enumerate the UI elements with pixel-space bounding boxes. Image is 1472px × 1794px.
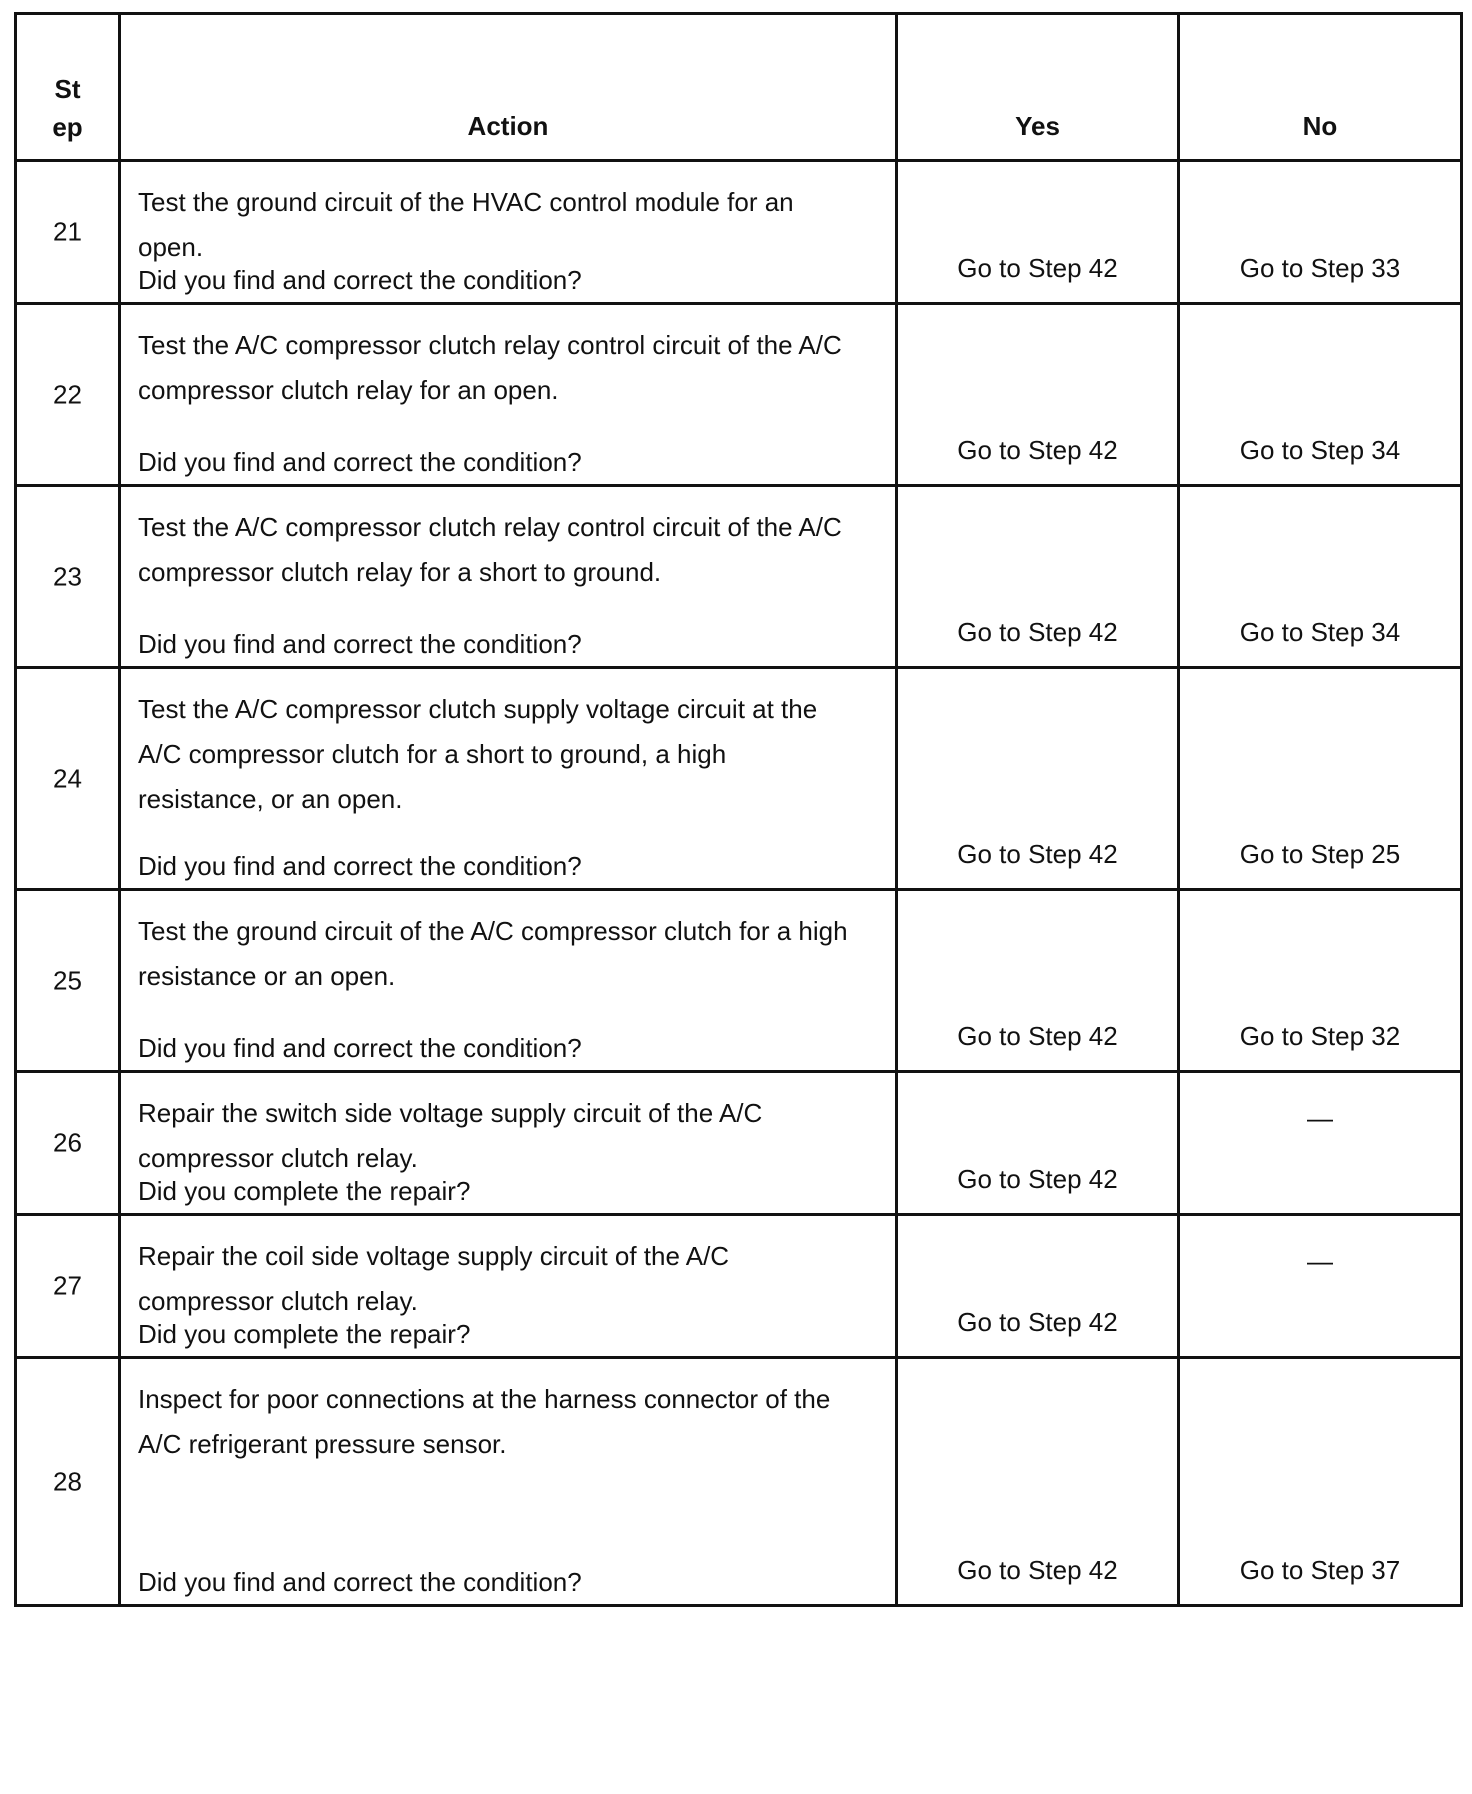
action-cell (121, 891, 898, 1070)
no-goto: Go to Step 33 (1239, 253, 1401, 283)
step-cell (17, 891, 121, 1070)
no-dash: — (1307, 1246, 1333, 1276)
step-number: 22 (53, 379, 82, 409)
yes-cell (898, 1073, 1180, 1213)
yes-goto: Go to Step 42 (957, 839, 1118, 869)
table-row (17, 162, 1460, 305)
header-step-line-1: St (54, 74, 81, 104)
step-number: 21 (53, 216, 82, 247)
yes-cell (898, 1359, 1180, 1604)
step-cell (17, 1216, 121, 1356)
action-question: Did you find and correct the condition? (138, 1033, 582, 1063)
table-row (17, 1359, 1460, 1604)
table-row (17, 487, 1460, 669)
step-cell (17, 1073, 121, 1213)
no-goto: Go to Step 32 (1239, 1021, 1401, 1051)
action-question: Did you find and correct the condition? (138, 265, 582, 295)
table-row (17, 891, 1460, 1073)
diagnostic-table (14, 12, 1463, 1607)
step-cell (17, 305, 121, 484)
action-cell (121, 1073, 898, 1213)
table-row (17, 669, 1460, 891)
action-text: Test the A/C compressor clutch relay control circuit of the A/C compressor clutch relay for a short to ground. (138, 512, 842, 587)
header-step-label (17, 70, 118, 146)
yes-goto: Go to Step 42 (957, 617, 1118, 647)
header-step-line-2: ep (52, 112, 83, 142)
no-goto: Go to Step 25 (1239, 839, 1401, 869)
step-number: 26 (53, 1127, 82, 1158)
no-cell (1180, 1359, 1460, 1604)
yes-goto: Go to Step 42 (957, 1021, 1118, 1051)
no-cell (1180, 305, 1460, 484)
yes-cell (898, 669, 1180, 888)
yes-goto: Go to Step 42 (957, 1555, 1118, 1585)
action-question: Did you find and correct the condition? (138, 1567, 582, 1597)
action-cell (121, 487, 898, 666)
yes-goto: Go to Step 42 (957, 435, 1118, 465)
no-cell (1180, 487, 1460, 666)
no-cell (1180, 162, 1460, 302)
no-cell (1180, 1216, 1460, 1356)
table-row (17, 1073, 1460, 1216)
no-goto: Go to Step 34 (1239, 617, 1401, 647)
step-cell (17, 487, 121, 666)
step-cell (17, 162, 121, 302)
action-text: Test the A/C compressor clutch supply voltage circuit at the A/C compressor clutch for a short to ground, a high resistance, or an open. (138, 694, 818, 814)
yes-cell (898, 162, 1180, 302)
table-row (17, 1216, 1460, 1359)
action-text: Repair the coil side voltage supply circuit of the A/C compressor clutch relay. (138, 1241, 730, 1316)
step-number: 27 (53, 1270, 82, 1301)
no-cell (1180, 891, 1460, 1070)
header-action-cell (121, 15, 898, 159)
no-dash: — (1307, 1103, 1333, 1133)
no-goto: Go to Step 34 (1239, 435, 1401, 465)
header-step-cell (17, 15, 121, 159)
action-cell (121, 1216, 898, 1356)
yes-goto: Go to Step 42 (957, 1164, 1118, 1194)
step-number: 23 (53, 561, 82, 591)
action-text: Test the ground circuit of the A/C compressor clutch for a high resistance or an open. (138, 916, 848, 991)
yes-goto: Go to Step 42 (957, 253, 1118, 283)
step-number: 25 (53, 965, 82, 995)
action-question: Did you complete the repair? (138, 1319, 471, 1349)
no-cell (1180, 669, 1460, 888)
action-text: Repair the switch side voltage supply circuit of the A/C compressor clutch relay. (138, 1098, 763, 1173)
no-goto: Go to Step 37 (1239, 1555, 1401, 1585)
action-text: Test the ground circuit of the HVAC control module for an open. (138, 187, 794, 262)
action-question: Did you find and correct the condition? (138, 851, 582, 881)
action-cell (121, 1359, 898, 1604)
action-text: Inspect for poor connections at the harness connector of the A/C refrigerant pressure sensor. (138, 1384, 831, 1459)
header-no-label: No (1302, 111, 1338, 141)
table-row (17, 305, 1460, 487)
step-number: 28 (53, 1466, 82, 1496)
no-cell (1180, 1073, 1460, 1213)
action-text: Test the A/C compressor clutch relay control circuit of the A/C compressor clutch relay for an open. (138, 330, 842, 405)
header-yes-label: Yes (1015, 111, 1060, 141)
yes-cell (898, 487, 1180, 666)
action-cell (121, 162, 898, 302)
action-cell (121, 305, 898, 484)
yes-cell (898, 1216, 1180, 1356)
step-cell (17, 669, 121, 888)
yes-cell (898, 891, 1180, 1070)
table-header-row (17, 15, 1460, 162)
step-number: 24 (53, 763, 82, 793)
header-no-cell (1180, 15, 1460, 159)
action-cell (121, 669, 898, 888)
header-yes-cell (898, 15, 1180, 159)
yes-cell (898, 305, 1180, 484)
step-cell (17, 1359, 121, 1604)
action-question: Did you find and correct the condition? (138, 629, 582, 659)
header-action-label: Action (467, 111, 549, 141)
yes-goto: Go to Step 42 (957, 1307, 1118, 1337)
action-question: Did you complete the repair? (138, 1176, 471, 1206)
action-question: Did you find and correct the condition? (138, 447, 582, 477)
